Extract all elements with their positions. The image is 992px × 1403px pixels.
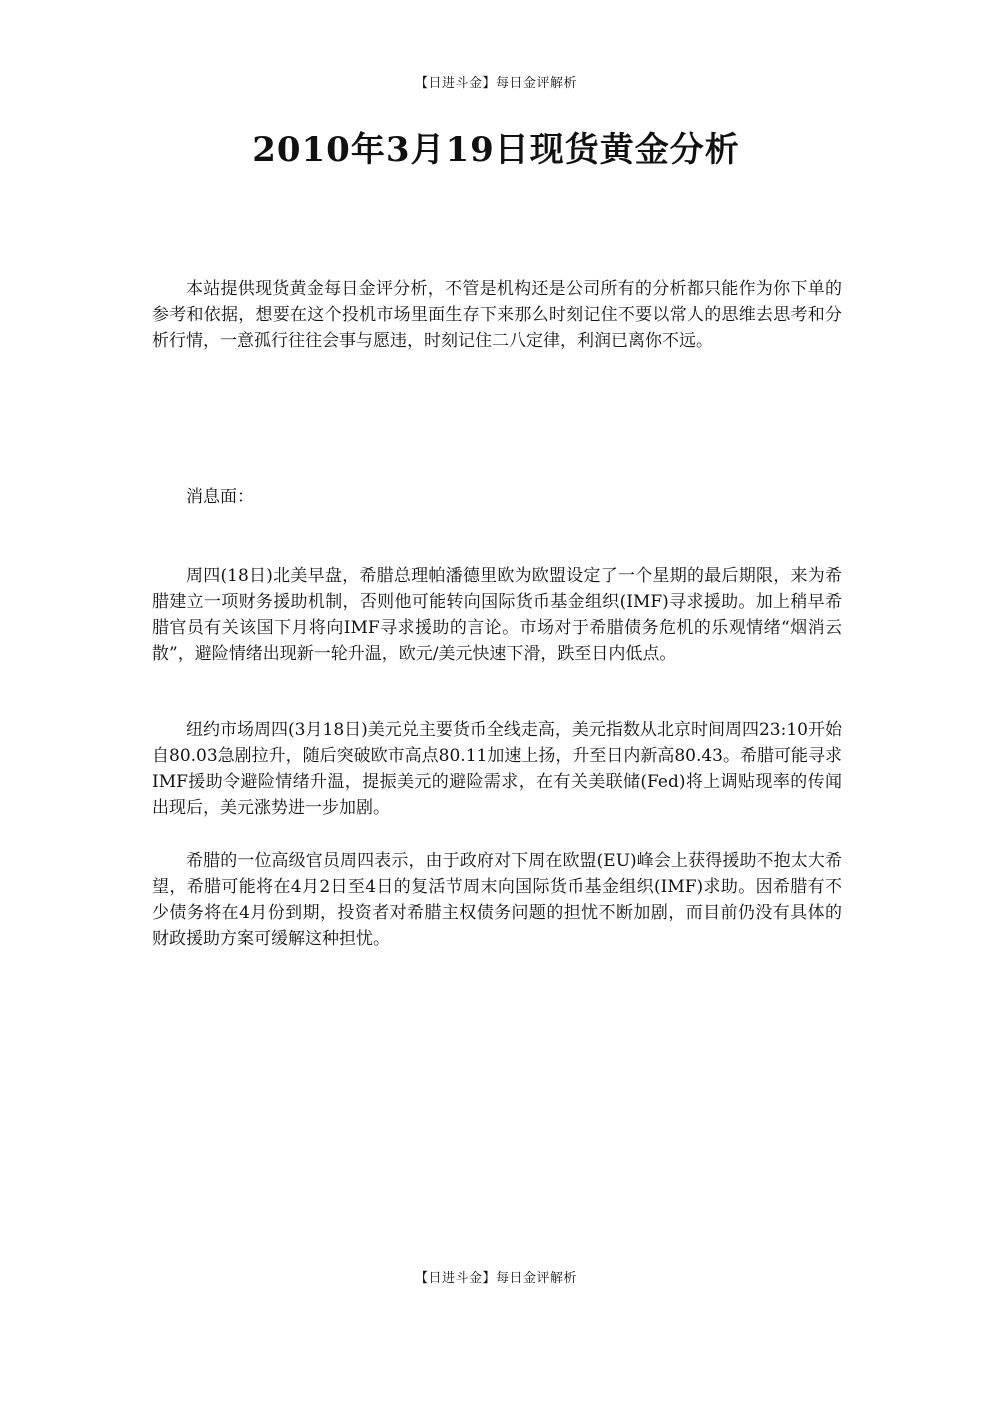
intro-section — [152, 276, 842, 354]
news-paragraph: 纽约市场周四(3月18日)美元兑主要货币全线走高，美元指数从北京时间周四23:10开始自80.03急剧拉升，随后突破欧市高点80.11加速上扬，升至日内新高80.43。希腊可能寻求IMF援助令避险情绪升温，提振美元的避险需求，在有关美联储(Fed)将上调贴现率的传闻出现后，美元涨势进一步加剧。 — [152, 720, 843, 818]
news-heading-section — [152, 484, 842, 510]
intro-paragraph: 本站提供现货黄金每日金评分析，不管是机构还是公司所有的分析都只能作为你下单的参考和依据，想要在这个投机市场里面生存下来那么时刻记住不要以常人的思维去思考和分析行情，一意孤行往往会事与愿违，时刻记住二八定律，利润已离你不远。 — [152, 279, 842, 351]
news-heading: 消息面： — [186, 487, 254, 507]
page-title: 2010年3月19日现货黄金分析 — [252, 130, 740, 170]
news-paragraph: 周四(18日)北美早盘，希腊总理帕潘德里欧为欧盟设定了一个星期的最后期限，来为希腊建立一项财务援助机制，否则他可能转向国际货币基金组织(IMF)寻求援助。加上稍早希腊官员有关该国下月将向IMF寻求援助的言论。市场对于希腊债务危机的乐观情绪“烟消云散”，避险情绪出现新一轮升温，欧元/美元快速下滑，跌至日内低点。 — [152, 566, 842, 664]
page-header: 【日进斗金】每日金评解析 — [414, 76, 577, 91]
news-paragraph-3-section — [152, 848, 842, 952]
news-paragraph-1-section — [152, 563, 842, 667]
news-paragraph: 希腊的一位高级官员周四表示，由于政府对下周在欧盟(EU)峰会上获得援助不抱太大希望，希腊可能将在4月2日至4日的复活节周末向国际货币基金组织(IMF)求助。因希腊有不少债务将在4月份到期，投资者对希腊主权债务问题的担忧不断加剧，而目前仍没有具体的财政援助方案可缓解这种担忧。 — [152, 851, 842, 949]
page-footer: 【日进斗金】每日金评解析 — [414, 1271, 577, 1286]
news-paragraph-2-section — [152, 717, 842, 821]
